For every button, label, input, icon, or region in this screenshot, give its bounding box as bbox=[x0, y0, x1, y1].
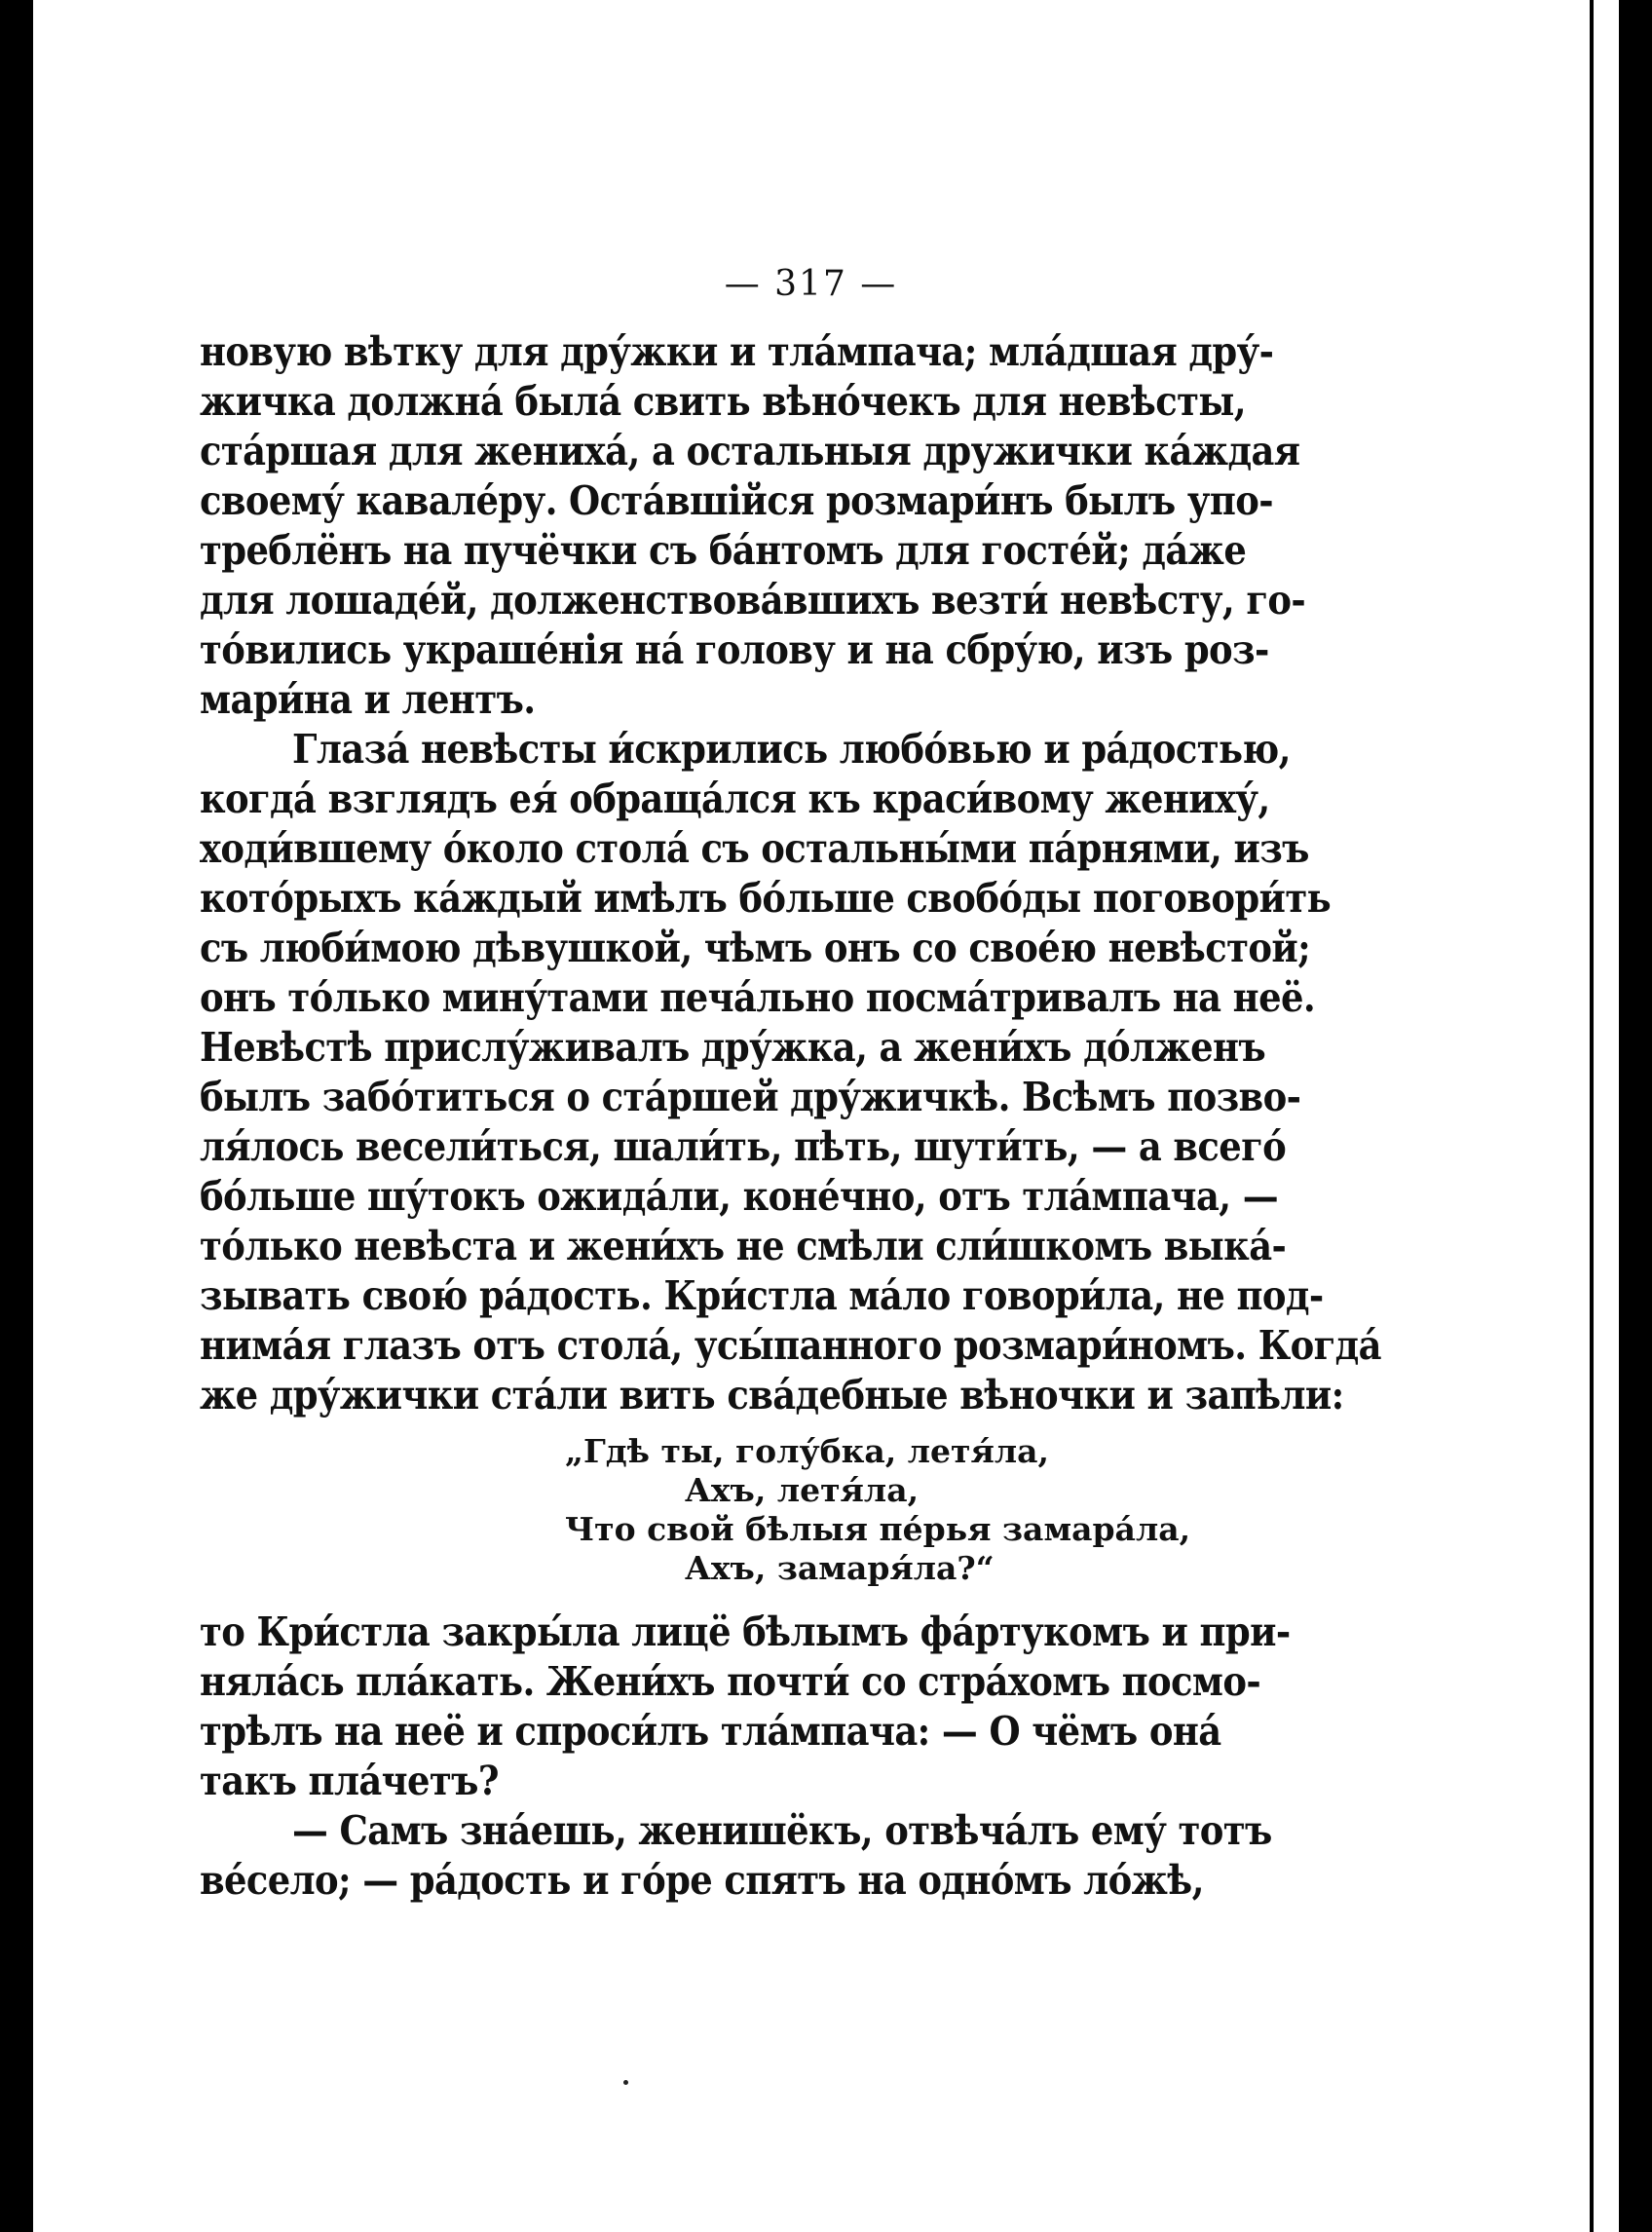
text-line: своему́ кавале́ру. Оста́вшійся розмари́нъ былъ упо- bbox=[200, 477, 1273, 524]
text-line: новую вѣтку для дру́жки и тла́мпача; мла́дшая дру́- bbox=[200, 328, 1274, 375]
text-line: для лошаде́й, долженствова́вшихъ везти́ невѣсту, го- bbox=[200, 577, 1306, 624]
text-line: когда́ взглядъ ея́ обраща́лся къ краси́вому жениху́, bbox=[200, 776, 1270, 822]
scan-border-left bbox=[0, 0, 33, 2232]
text-line: съ люби́мою дѣвушкой, чѣмъ онъ со свое́ю невѣстой; bbox=[200, 925, 1311, 971]
text-line: Невѣстѣ прислу́живалъ дру́жка, а жени́хъ до́лженъ bbox=[200, 1024, 1266, 1071]
verse-line: Что свой бѣлыя пе́рья замара́ла, bbox=[565, 1510, 1191, 1548]
text-line: ходи́вшему о́коло стола́ съ остальны́ми па́рнями, изъ bbox=[200, 825, 1309, 872]
text-line: нима́я глазъ отъ стола́, усы́панного розмари́номъ. Когда́ bbox=[200, 1322, 1381, 1369]
paragraph-4 bbox=[200, 1806, 1422, 1906]
text-line: — Самъ зна́ешь, женишёкъ, отвѣча́лъ ему́ тотъ bbox=[292, 1807, 1272, 1854]
text-line: такъ пла́четъ? bbox=[200, 1758, 499, 1804]
text-line: жичка должна́ была́ свить вѣно́чекъ для невѣсты, bbox=[200, 378, 1246, 425]
text-line: ве́село; — ра́дость и го́ре спятъ на одно́мъ ло́жѣ, bbox=[200, 1857, 1204, 1904]
text-line: то́лько невѣста и жени́хъ не смѣли сли́шкомъ выка́- bbox=[200, 1223, 1287, 1269]
text-line: зывать свою́ ра́дость. Кри́стла ма́ло говори́ла, не под- bbox=[200, 1272, 1324, 1319]
text-line: бо́льше шу́токъ ожида́ли, коне́чно, отъ тла́мпача, — bbox=[200, 1173, 1279, 1220]
page-number: — 317 — bbox=[724, 264, 898, 304]
paragraph-1 bbox=[200, 327, 1422, 725]
text-line: то́вились украше́нія на́ голову и на сбру́ю, изъ роз- bbox=[200, 626, 1269, 673]
verse-line: „Гдѣ ты, голу́бка, летя́ла, bbox=[565, 1432, 1050, 1470]
text-line: няла́сь пла́кать. Жени́хъ почти́ со стра́хомъ посмо- bbox=[200, 1658, 1261, 1705]
paragraph-2 bbox=[200, 725, 1422, 1420]
text-line: кото́рыхъ ка́ждый имѣлъ бо́льше свобо́ды поговори́ть bbox=[200, 875, 1332, 922]
text-line: же дру́жички ста́ли вить сва́дебные вѣночки и запѣли: bbox=[200, 1372, 1344, 1419]
text-line: былъ забо́титься о ста́ршей дру́жичкѣ. Всѣмъ позво- bbox=[200, 1074, 1301, 1120]
text-line: трѣлъ на неё и спроси́лъ тла́мпача: — О чёмъ она́ bbox=[200, 1708, 1221, 1755]
verse-line: Ахъ, летя́ла, bbox=[685, 1471, 920, 1509]
text-line: ста́ршая для жениха́, а остальныя дружички ка́ждая bbox=[200, 428, 1300, 474]
text-line: треблёнъ на пучёчки съ ба́нтомъ для госте́й; да́же bbox=[200, 527, 1247, 574]
scan-border-right-line bbox=[1590, 0, 1594, 2232]
verse-block bbox=[200, 1432, 1422, 1588]
text-line: мари́на и лентъ. bbox=[200, 676, 536, 723]
verse-line: Ахъ, замаря́ла?“ bbox=[685, 1549, 995, 1587]
text-line: то Кри́стла закры́ла лицё бѣлымъ фа́ртукомъ и при- bbox=[200, 1608, 1291, 1655]
paragraph-3 bbox=[200, 1608, 1422, 1806]
text-line: ля́лось весели́ться, шали́ть, пѣть, шути́ть, — а всего́ bbox=[200, 1123, 1287, 1170]
print-speck bbox=[623, 2080, 628, 2085]
page-body bbox=[200, 263, 1422, 1906]
text-line: онъ то́лько мину́тами печа́льно посма́тривалъ на неё. bbox=[200, 974, 1316, 1021]
text-line: Глаза́ невѣсты и́скрились любо́вью и ра́достью, bbox=[292, 726, 1291, 773]
scan-border-right bbox=[1619, 0, 1652, 2232]
